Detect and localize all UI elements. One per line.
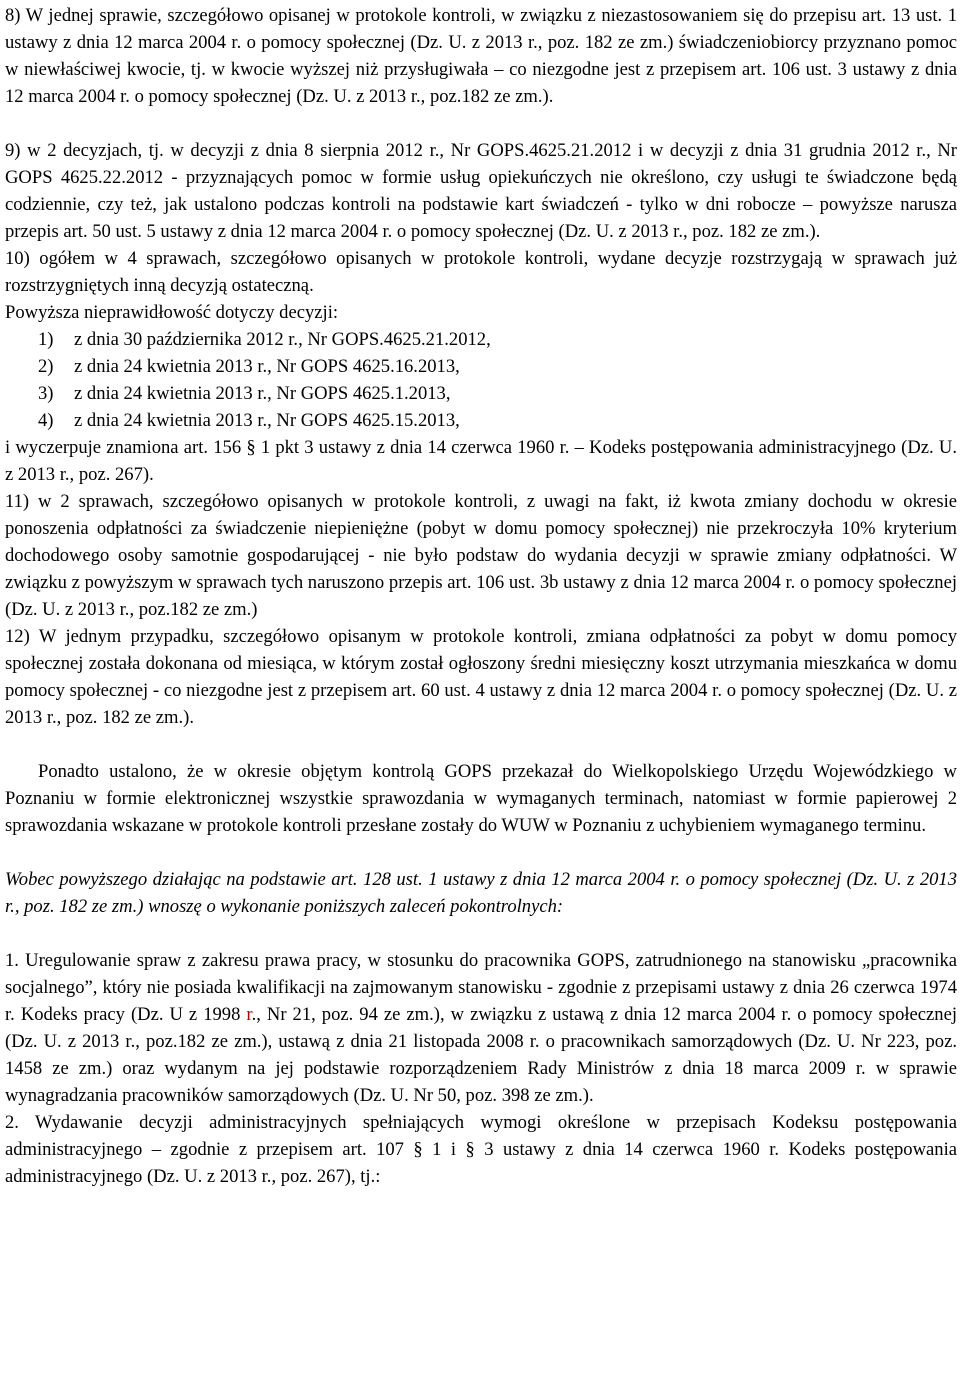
list-item-number: 2) (38, 356, 54, 377)
recommendation-2: 2. Wydawanie decyzji administracyjnych spełniających wymogi określone w przepisach Kodeksu postępowania administracyjnego – zgodnie z przepisem art. 107 § 1 i § 3 ustawy z dnia 14 czerwca 1960 r. Kodeks postępowania administracyjnego (Dz. U. z 2013 r., poz. 267), tj.: (5, 1112, 957, 1187)
item-12: 12) W jednym przypadku, szczegółowo opisanym w protokole kontroli, zmiana odpłatności za pobyt w domu pomocy społecznej została dokonana od miesiąca, w którym został ogłoszony średni miesięczny koszt utrzymania mieszkańca w domu pomocy społecznej - co niezgodne jest z przepisem art. 60 ust. 4 ustawy z dnia 12 marca 2004 r. o pomocy społecznej (Dz. U. z 2013 r., poz. 182 ze zm.). (5, 626, 957, 728)
item-11: 11) w 2 sprawach, szczegółowo opisanych w protokole kontroli, z uwagi na fakt, iż kwota zmiany dochodu w okresie ponoszenia odpłatności za świadczenie niepieniężne (pobyt w domu pomocy społecznej) nie przekroczyła 10% kryterium dochodowego osoby samotnie gospodarującej - nie było podstaw do wydania decyzji w sprawie zmiany odpłatności. W związku z powyższym w sprawach tych naruszono przepis art. 106 ust. 3b ustawy z dnia 12 marca 2004 r. o pomocy społecznej (Dz. U. z 2013 r., poz.182 ze zm.) (5, 491, 957, 620)
list-item-text: z dnia 30 października 2012 r., Nr GOPS.4625.21.2012, (74, 329, 491, 350)
recommendation-1 (5, 947, 957, 1109)
item-10-lead: Powyższa nieprawidłowość dotyczy decyzji: (5, 302, 339, 323)
list-item-number: 4) (38, 410, 54, 431)
item-10-tail: i wyczerpuje znamiona art. 156 § 1 pkt 3 ustawy z dnia 14 czerwca 1960 r. – Kodeks postępowania administracyjnego (Dz. U. z 2013 r., poz. 267). (5, 437, 957, 485)
decision-list (5, 326, 957, 434)
list-item (5, 353, 957, 380)
item-8: 8) W jednej sprawie, szczegółowo opisanej w protokole kontroli, w związku z niezastosowaniem się do przepisu art. 13 ust. 1 ustawy z dnia 12 marca 2004 r. o pomocy społecznej (Dz. U. z 2013 r., poz. 182 ze zm.) świadczeniobiorcy przyznano pomoc w niewłaściwej kwocie, tj. w kwocie wyższej niż przysługiwała – co niezgodne jest z przepisem art. 106 ust. 3 ustawy z dnia 12 marca 2004 r. o pomocy społecznej (Dz. U. z 2013 r., poz.182 ze zm.). (5, 5, 957, 107)
list-item-text: z dnia 24 kwietnia 2013 r., Nr GOPS 4625.15.2013, (74, 410, 460, 431)
list-item (5, 380, 957, 407)
list-item-text: z dnia 24 kwietnia 2013 r., Nr GOPS 4625.1.2013, (74, 383, 451, 404)
item-10: 10) ogółem w 4 sprawach, szczegółowo opisanych w protokole kontroli, wydane decyzje rozstrzygają w sprawach już rozstrzygniętych inną decyzją ostateczną. (5, 248, 957, 296)
recommendation-1-text-b: ., Nr 21, poz. 94 ze zm.), w związku z ustawą z dnia 12 marca 2004 r. o pomocy społecznej (Dz. U. z 2013 r., poz.182 ze zm.), ustawą z dnia 21 listopada 2008 r. o pracownikach samorządowych (Dz. U. Nr 223, poz. 1458 ze zm.) oraz wydanym na jej podstawie rozporządzeniem Rady Ministrów z dnia 18 marca 2009 r. w sprawie wynagradzania pracowników samorządowych (Dz. U. Nr 50, poz. 398 ze zm.). (5, 1004, 958, 1106)
list-item-number: 1) (38, 329, 54, 350)
list-item (5, 326, 957, 353)
findings-paragraph: Ponadto ustalono, że w okresie objętym kontrolą GOPS przekazał do Wielkopolskiego Urzędu Wojewódzkiego w Poznaniu w formie elektronicznej wszystkie sprawozdania w wymaganych terminach, natomiast w formie papierowej 2 sprawozdania wskazane w protokole kontroli przesłane zostały do WUW w Poznaniu z uchybieniem wymaganego terminu. (5, 761, 957, 836)
list-item-text: z dnia 24 kwietnia 2013 r., Nr GOPS 4625.16.2013, (74, 356, 460, 377)
recommendation-1-text-a: 1. Uregulowanie spraw z zakresu prawa pracy, w stosunku do pracownika GOPS, zatrudnionego na stanowisku „pracownika socjalnego”, który nie posiada kwalifikacji na zajmowanym stanowisku - zgodnie z przepisami ustawy z dnia 26 czerwca 1974 r. Kodeks pracy (Dz. U z 1998 (5, 950, 957, 1025)
list-item (5, 407, 957, 434)
item-9: 9) w 2 decyzjach, tj. w decyzji z dnia 8 sierpnia 2012 r., Nr GOPS.4625.21.2012 i w decyzji z dnia 31 grudnia 2012 r., Nr GOPS 4625.22.2012 - przyznających pomoc w formie usług opiekuńczych nie określono, czy usługi te świadczone będą codziennie, czy też, jak ustalono podczas kontroli na podstawie kart świadczeń - tylko w dni robocze – powyższe narusza przepis art. 50 ust. 5 ustawy z dnia 12 marca 2004 r. o pomocy społecznej (Dz. U. z 2013 r., poz. 182 ze zm.). (5, 140, 957, 242)
list-item-number: 3) (38, 383, 54, 404)
recommendation-1-highlight: r (246, 1004, 252, 1025)
recommendations-intro: Wobec powyższego działając na podstawie art. 128 ust. 1 ustawy z dnia 12 marca 2004 r. o pomocy społecznej (Dz. U. z 2013 r., poz. 182 ze zm.) wnoszę o wykonanie poniższych zaleceń pokontrolnych: (5, 869, 957, 917)
